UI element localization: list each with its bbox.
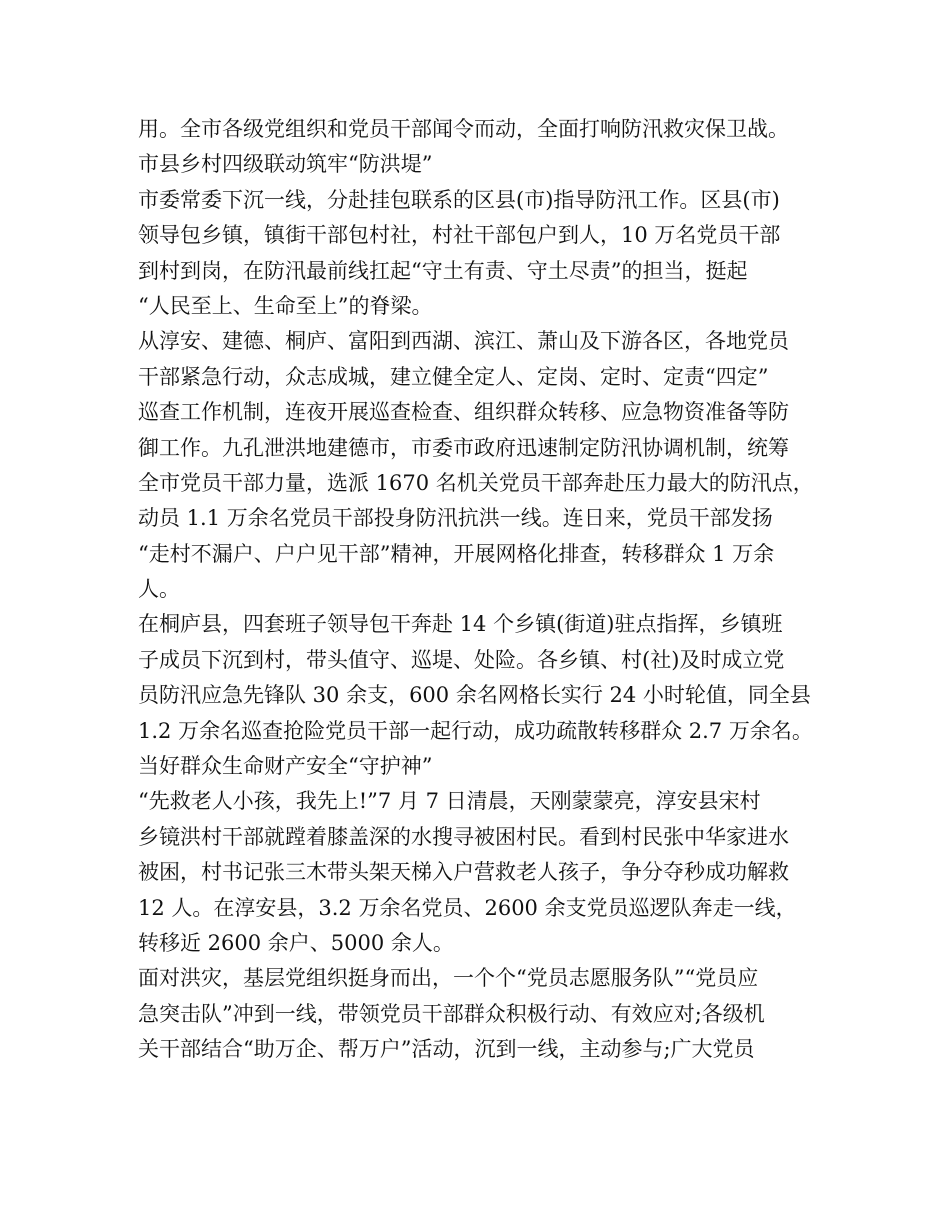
- text-line: 人。: [138, 577, 180, 602]
- text-line: 干部紧急行动，众志成城，建立健全定人、定岗、定时、定责“四定”: [138, 364, 769, 389]
- text-line: 动员 1.1 万余名党员干部投身防汛抗洪一线。连日来，党员干部发扬: [138, 506, 773, 531]
- section-heading: 市县乡村四级联动筑牢“防洪堤”: [138, 152, 433, 177]
- text-line: “人民至上、生命至上”的脊梁。: [138, 293, 433, 318]
- text-line: 关干部结合“助万企、帮万户”活动，沉到一线，主动参与;广大党员: [138, 1037, 755, 1062]
- text-line: “走村不漏户、户户见干部”精神，开展网格化排查，转移群众 1 万余: [138, 541, 775, 566]
- text-line: 转移近 2600 余户、5000 余人。: [138, 930, 454, 955]
- text-line: 面对洪灾，基层党组织挺身而出，一个个“党员志愿服务队”“党员应: [138, 966, 759, 991]
- document-body: [138, 112, 828, 1068]
- text-line: 乡镜洪村干部就蹚着膝盖深的水搜寻被困村民。看到村民张中华家进水: [138, 824, 789, 849]
- text-line: 市委常委下沉一线，分赴挂包联系的区县(市)指导防汛工作。区县(市): [138, 187, 780, 212]
- text-line: 12 人。在淳安县，3.2 万余名党员、2600 余支党员巡逻队奔走一线，: [138, 895, 797, 920]
- text-line: 员防汛应急先锋队 30 余支，600 余名网格长实行 24 小时轮值，同全县: [138, 683, 811, 708]
- text-line: 被困，村书记张三木带头架天梯入户营救老人孩子，争分夺秒成功解救: [138, 860, 789, 885]
- text-line: 全市党员干部力量，选派 1670 名机关党员干部奔赴压力最大的防汛点，: [138, 470, 814, 495]
- text-line: 从淳安、建德、桐庐、富阳到西湖、滨江、萧山及下游各区，各地党员: [138, 329, 789, 354]
- text-line: 急突击队”冲到一线，带领党员干部群众积极行动、有效应对;各级机: [138, 1001, 765, 1026]
- section-heading: 当好群众生命财产安全“守护神”: [138, 754, 433, 779]
- text-line: 1.2 万余名巡查抢险党员干部一起行动，成功疏散转移群众 2.7 万余名。: [138, 718, 813, 743]
- text-line: 巡查工作机制，连夜开展巡查检查、组织群众转移、应急物资准备等防: [138, 400, 789, 425]
- text-line: 子成员下沉到村，带头值守、巡堤、处险。各乡镇、村(社)及时成立党: [138, 647, 785, 672]
- text-line: “先救老人小孩，我先上!”7 月 7 日清晨，天刚蒙蒙亮，淳安县宋村: [138, 789, 761, 814]
- text-line: 御工作。九孔泄洪地建德市，市委市政府迅速制定防汛协调机制，统筹: [138, 435, 789, 460]
- text-line: 在桐庐县，四套班子领导包干奔赴 14 个乡镇(街道)驻点指挥，乡镇班: [138, 612, 783, 637]
- text-line: 用。全市各级党组织和党员干部闻令而动，全面打响防汛救灾保卫战。: [138, 117, 789, 141]
- text-line: 领导包乡镇，镇街干部包村社，村社干部包户到人，10 万名党员干部: [138, 223, 781, 248]
- text-line: 到村到岗，在防汛最前线扛起“守土有责、守土尽责”的担当，挺起: [138, 258, 748, 283]
